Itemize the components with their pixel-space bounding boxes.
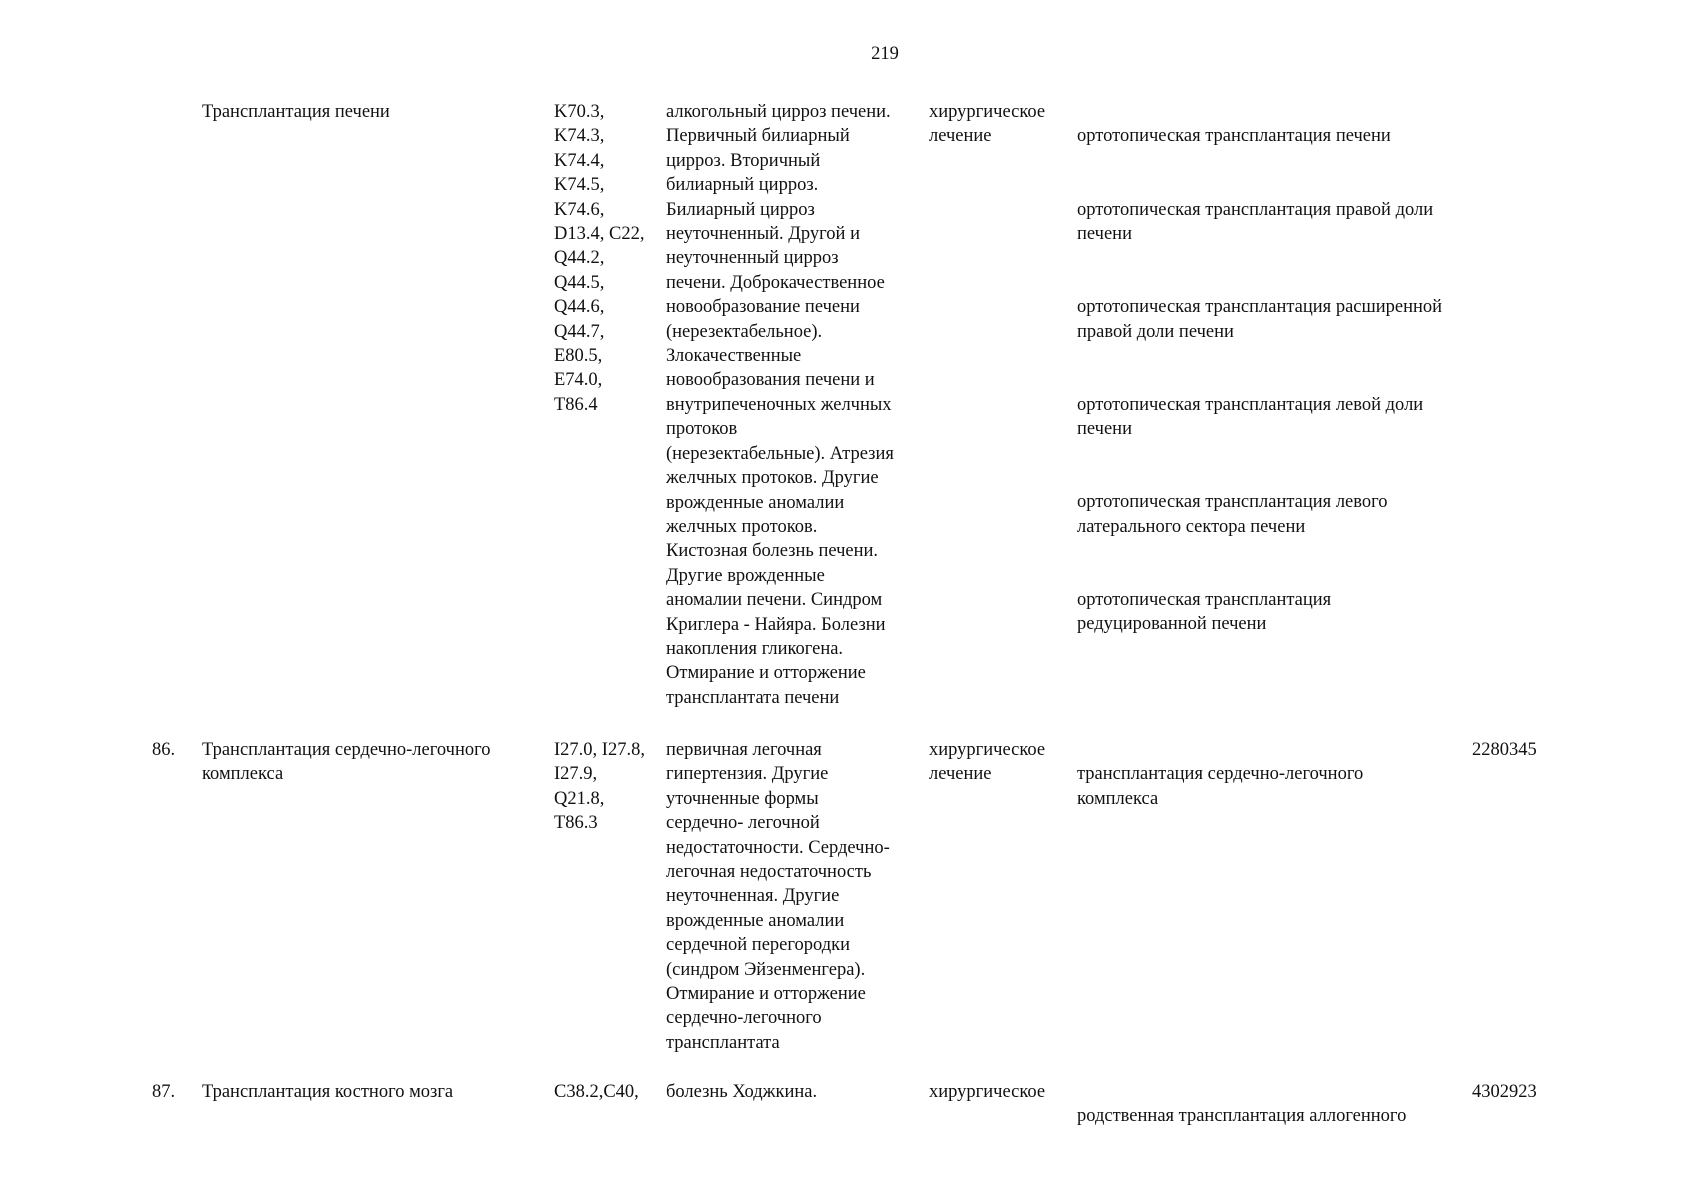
method-item: ортотопическая трансплантация левой доли печени — [1077, 394, 1424, 440]
treatment-methods — [1077, 738, 1447, 836]
icd-codes: C38.2,C40, — [554, 1082, 639, 1102]
method-item: родственная трансплантация аллогенного — [1077, 1106, 1407, 1127]
method-item: ортотопическая трансплантация левого латерального сектора печени — [1077, 492, 1388, 537]
treatment-methods — [1077, 100, 1447, 661]
icd-codes: K70.3, K74.3, K74.4, K74.5, K74.6, D13.4, C22, Q44.2, Q44.5, Q44.6, Q44.7, E80.5, E74.0, T86.4 — [554, 102, 645, 415]
diagnosis: первичная легочная гипертензия. Другие уточненные формы сердечно- легочной недостаточности. Сердечно- легочная недостаточность неуточненная. Другие врожденные аномалии сердечной перегородки (синдром Эйзенменгера). Отмирание и отторжение сердечно-легочного трансплантата — [666, 740, 890, 1053]
method-item: ортотопическая трансплантация правой доли печени — [1077, 199, 1434, 245]
cost: 2280345 — [1472, 740, 1537, 760]
procedure-name: Трансплантация костного мозга — [202, 1082, 454, 1102]
method-item: ортотопическая трансплантация расширенной правой доли печени — [1077, 297, 1443, 342]
method-item: ортотопическая трансплантация печени — [1077, 126, 1391, 147]
diagnosis: болезнь Ходжкина. — [666, 1082, 818, 1102]
treatment-methods — [1077, 1080, 1447, 1153]
treatment-type: хирургическое — [929, 1082, 1046, 1102]
row-number: 87. — [152, 1082, 176, 1102]
treatment-type: хирургическое лечение — [929, 740, 1046, 785]
diagnosis: алкогольный цирроз печени. Первичный билиарный цирроз. Вторичный билиарный цирроз. Билиарный цирроз неуточненный. Другой и неуточненный цирроз печени. Доброкачественное новообразование печени (нерезектабельное). Злокачественные новообразования печени и внутрипеченочных желчных протоков (нерезектабельные). Атрезия желчных протоков. Другие врожденные аномалии желчных протоков. Кистозная болезнь печени. Другие врожденные аномалии печени. Синдром Криглера - Найяра. Болезни накопления гликогена. Отмирание и отторжение трансплантата печени — [666, 102, 894, 708]
method-item: ортотопическая трансплантация редуцированной печени — [1077, 590, 1332, 635]
row-number: 86. — [152, 740, 176, 760]
procedure-name: Трансплантация печени — [202, 102, 390, 122]
page-number: 219 — [871, 44, 899, 64]
treatment-type: хирургическое лечение — [929, 102, 1046, 147]
procedure-name: Трансплантация сердечно-легочного комплекса — [202, 740, 491, 785]
icd-codes: I27.0, I27.8, I27.9, Q21.8, T86.3 — [554, 740, 645, 834]
method-item: трансплантация сердечно-легочного комплекса — [1077, 764, 1364, 809]
cost: 4302923 — [1472, 1082, 1537, 1102]
